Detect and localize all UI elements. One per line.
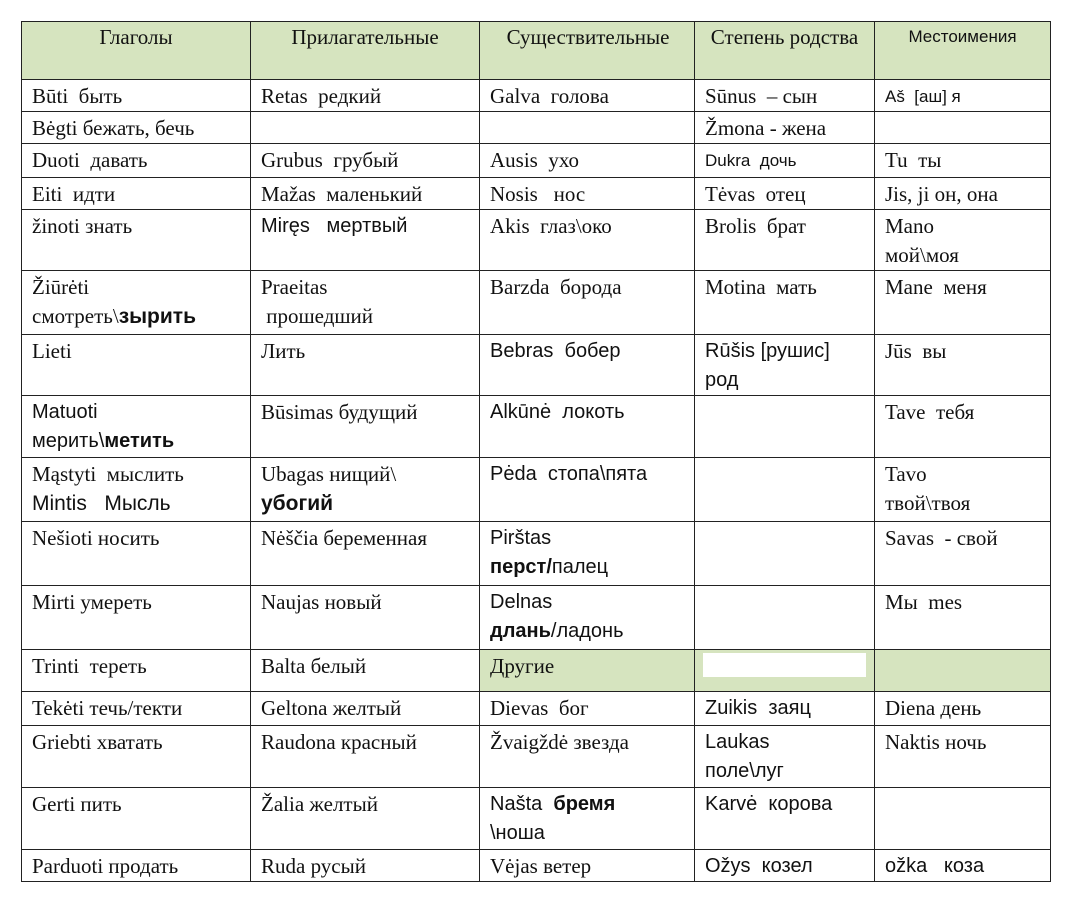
pronoun-text: Naktis ночь — [885, 730, 987, 754]
pronoun-cell — [875, 726, 1051, 788]
kinship-text: Tėvas отец — [705, 182, 806, 206]
adjective-text: Praeitas прошедший — [261, 275, 374, 328]
verb-cell — [22, 788, 251, 850]
verb-text: Trinti тереть — [32, 654, 147, 678]
kinship-cell — [695, 586, 875, 650]
adjective-text: Nėščia беременная — [261, 526, 428, 550]
noun-text: Delnas — [490, 591, 553, 613]
header-adjectives: Прилагательные — [251, 22, 480, 80]
verb-text: метить — [104, 430, 175, 452]
kinship-cell — [695, 178, 875, 210]
verb-cell — [22, 271, 251, 335]
verb-text: Žiūrėti смотреть\ — [32, 275, 119, 328]
adjective-text: убогий — [261, 492, 334, 515]
pronoun-cell — [875, 178, 1051, 210]
verb-text: Griebti хватать — [32, 730, 163, 754]
noun-text: Žvaigždė звезда — [490, 730, 629, 754]
verb-cell — [22, 458, 251, 522]
table-row — [22, 178, 1051, 210]
noun-text: Galva голова — [490, 84, 609, 108]
noun-cell — [480, 650, 695, 692]
verb-text: Mąstyti мыслить — [32, 462, 184, 486]
pronoun-cell — [875, 650, 1051, 692]
noun-text: палец — [551, 556, 609, 578]
noun-text: Barzda борода — [490, 275, 622, 299]
adjective-cell — [251, 692, 480, 726]
table-row — [22, 112, 1051, 144]
table-row — [22, 692, 1051, 726]
noun-text: Akis глаз\око — [490, 214, 612, 238]
noun-text: \ноша — [490, 822, 545, 844]
kinship-cell — [695, 850, 875, 882]
pronoun-text: Diena день — [885, 696, 982, 720]
noun-text: Alkūnė локоть — [490, 401, 625, 423]
kinship-cell — [695, 210, 875, 271]
pronoun-cell — [875, 788, 1051, 850]
pronoun-text: Мы mes — [885, 590, 963, 614]
verb-cell — [22, 396, 251, 458]
noun-cell — [480, 112, 695, 144]
pronoun-cell — [875, 522, 1051, 586]
noun-cell — [480, 80, 695, 112]
noun-cell — [480, 788, 695, 850]
pronoun-cell — [875, 80, 1051, 112]
verb-text: зырить — [118, 305, 196, 328]
verb-text: Duoti давать — [32, 148, 148, 172]
noun-text: Ausis ухо — [490, 148, 580, 172]
pronoun-cell — [875, 210, 1051, 271]
kinship-text: Rūšis [рушис] род — [705, 340, 830, 391]
noun-text: /ладонь — [550, 620, 624, 642]
header-nouns: Существительные — [480, 22, 695, 80]
adjective-cell — [251, 144, 480, 178]
verb-text: Parduoti продать — [32, 854, 179, 878]
adjective-cell — [251, 271, 480, 335]
kinship-text: Žmona - жена — [705, 116, 827, 140]
verb-cell — [22, 335, 251, 396]
verb-text: Matuoti мерить\ — [32, 401, 105, 452]
noun-text: Bebras бобер — [490, 340, 621, 362]
pronoun-text: Tu ты — [885, 148, 942, 172]
kinship-text: Dukra дочь — [705, 151, 797, 170]
pronoun-text: Tavo твой\твоя — [885, 462, 971, 515]
kinship-text: Ožys козел — [705, 855, 813, 877]
pronoun-cell — [875, 850, 1051, 882]
table-row — [22, 80, 1051, 112]
kinship-text: Motina мать — [705, 275, 817, 299]
pronoun-text: Aš [аш] я — [885, 87, 961, 106]
kinship-cell — [695, 80, 875, 112]
adjective-text: Ruda русый — [261, 854, 366, 878]
pronoun-cell — [875, 112, 1051, 144]
pronoun-cell — [875, 271, 1051, 335]
adjective-cell — [251, 112, 480, 144]
table-row — [22, 788, 1051, 850]
adjective-text: Ubagas нищий\ — [261, 462, 397, 486]
pronoun-cell — [875, 586, 1051, 650]
noun-cell — [480, 396, 695, 458]
kinship-cell — [695, 335, 875, 396]
pronoun-text: Mane меня — [885, 275, 987, 299]
header-verbs: Глаголы — [22, 22, 251, 80]
pronoun-text: Jūs вы — [885, 339, 947, 363]
noun-text: Nosis нос — [490, 182, 586, 206]
kinship-cell — [695, 112, 875, 144]
adjective-cell — [251, 586, 480, 650]
pronoun-text: ožka коза — [885, 855, 985, 877]
header-pronouns: Местоимения — [875, 22, 1051, 80]
pronoun-text: Savas - свой — [885, 526, 998, 550]
noun-text: длань — [490, 620, 551, 642]
table-row — [22, 210, 1051, 271]
kinship-cell — [695, 458, 875, 522]
verb-text: Būti быть — [32, 84, 123, 108]
adjective-text: Miręs мертвый — [261, 215, 408, 237]
adjective-cell — [251, 650, 480, 692]
kinship-cell — [695, 144, 875, 178]
adjective-cell — [251, 850, 480, 882]
pronoun-text: Jis, ji он, она — [885, 182, 998, 206]
verb-text: Eiti идти — [32, 182, 116, 206]
table-row — [22, 726, 1051, 788]
adjective-cell — [251, 396, 480, 458]
noun-cell — [480, 271, 695, 335]
noun-text: Другие — [490, 654, 555, 678]
adjective-text: Geltona желтый — [261, 696, 402, 720]
pronoun-cell — [875, 396, 1051, 458]
verb-text: Bėgti бежать, бечь — [32, 116, 195, 140]
kinship-text: Zuikis заяц — [705, 697, 811, 719]
noun-text: Vėjas ветер — [490, 854, 592, 878]
kinship-cell — [695, 788, 875, 850]
verb-text: Gerti пить — [32, 792, 122, 816]
table-row — [22, 586, 1051, 650]
noun-text: бремя — [553, 793, 616, 815]
verb-cell — [22, 850, 251, 882]
verb-cell — [22, 586, 251, 650]
noun-cell — [480, 210, 695, 271]
header-row — [22, 22, 1051, 80]
kinship-cell — [695, 522, 875, 586]
noun-text: Dievas бог — [490, 696, 589, 720]
table-row — [22, 271, 1051, 335]
adjective-text: Retas редкий — [261, 84, 382, 108]
verb-cell — [22, 112, 251, 144]
adjective-cell — [251, 788, 480, 850]
noun-text: Pėda стопа\пята — [490, 463, 648, 485]
kinship-cell — [695, 726, 875, 788]
adjective-text: Būsimas будущий — [261, 400, 418, 424]
verb-text: Mirti умереть — [32, 590, 152, 614]
kinship-text: Sūnus – сын — [705, 84, 818, 108]
noun-cell — [480, 458, 695, 522]
table-row — [22, 650, 1051, 692]
adjective-cell — [251, 726, 480, 788]
noun-cell — [480, 586, 695, 650]
adjective-text: Naujas новый — [261, 590, 382, 614]
noun-cell — [480, 726, 695, 788]
verb-cell — [22, 522, 251, 586]
verb-text: Lieti — [32, 339, 72, 363]
adjective-text: Žalia желтый — [261, 792, 378, 816]
noun-cell — [480, 178, 695, 210]
verb-cell — [22, 144, 251, 178]
adjective-text: Лить — [261, 339, 306, 363]
table-row — [22, 522, 1051, 586]
verb-text: Mintis Мысль — [32, 492, 171, 515]
adjective-text: Mažas маленький — [261, 182, 423, 206]
adjective-cell — [251, 178, 480, 210]
noun-text: Pirštas — [490, 527, 552, 549]
kinship-cell — [695, 271, 875, 335]
pronoun-cell — [875, 335, 1051, 396]
table-body — [22, 22, 1051, 882]
blank-box — [703, 653, 866, 677]
adjective-cell — [251, 335, 480, 396]
verb-cell — [22, 650, 251, 692]
kinship-text: Laukas поле\луг — [705, 731, 784, 782]
pronoun-text: Tave тебя — [885, 400, 975, 424]
verb-text: žinoti знать — [32, 214, 133, 238]
adjective-text: Raudona красный — [261, 730, 417, 754]
header-kinship: Степень родства — [695, 22, 875, 80]
kinship-text: Brolis брат — [705, 214, 806, 238]
kinship-cell — [695, 396, 875, 458]
adjective-cell — [251, 458, 480, 522]
adjective-cell — [251, 210, 480, 271]
table-row — [22, 458, 1051, 522]
pronoun-cell — [875, 692, 1051, 726]
pronoun-cell — [875, 144, 1051, 178]
table-row — [22, 396, 1051, 458]
table-row — [22, 335, 1051, 396]
noun-text: Našta — [490, 793, 554, 815]
kinship-cell — [695, 692, 875, 726]
verb-cell — [22, 80, 251, 112]
pronoun-cell — [875, 458, 1051, 522]
table-row — [22, 850, 1051, 882]
noun-cell — [480, 144, 695, 178]
verb-cell — [22, 726, 251, 788]
adjective-cell — [251, 80, 480, 112]
verb-cell — [22, 178, 251, 210]
vocabulary-table — [21, 21, 1051, 882]
noun-cell — [480, 522, 695, 586]
verb-text: Tekėti течь/текти — [32, 696, 183, 720]
noun-cell — [480, 335, 695, 396]
verb-cell — [22, 692, 251, 726]
noun-cell — [480, 692, 695, 726]
noun-text: перст/ — [490, 556, 552, 578]
adjective-text: Grubus грубый — [261, 148, 399, 172]
pronoun-text: Mano мой\моя — [885, 214, 959, 267]
adjective-cell — [251, 522, 480, 586]
verb-text: Nešioti носить — [32, 526, 160, 550]
kinship-text: Karvė корова — [705, 793, 833, 815]
adjective-text: Balta белый — [261, 654, 367, 678]
kinship-cell — [695, 650, 875, 692]
noun-cell — [480, 850, 695, 882]
table-row — [22, 144, 1051, 178]
verb-cell — [22, 210, 251, 271]
